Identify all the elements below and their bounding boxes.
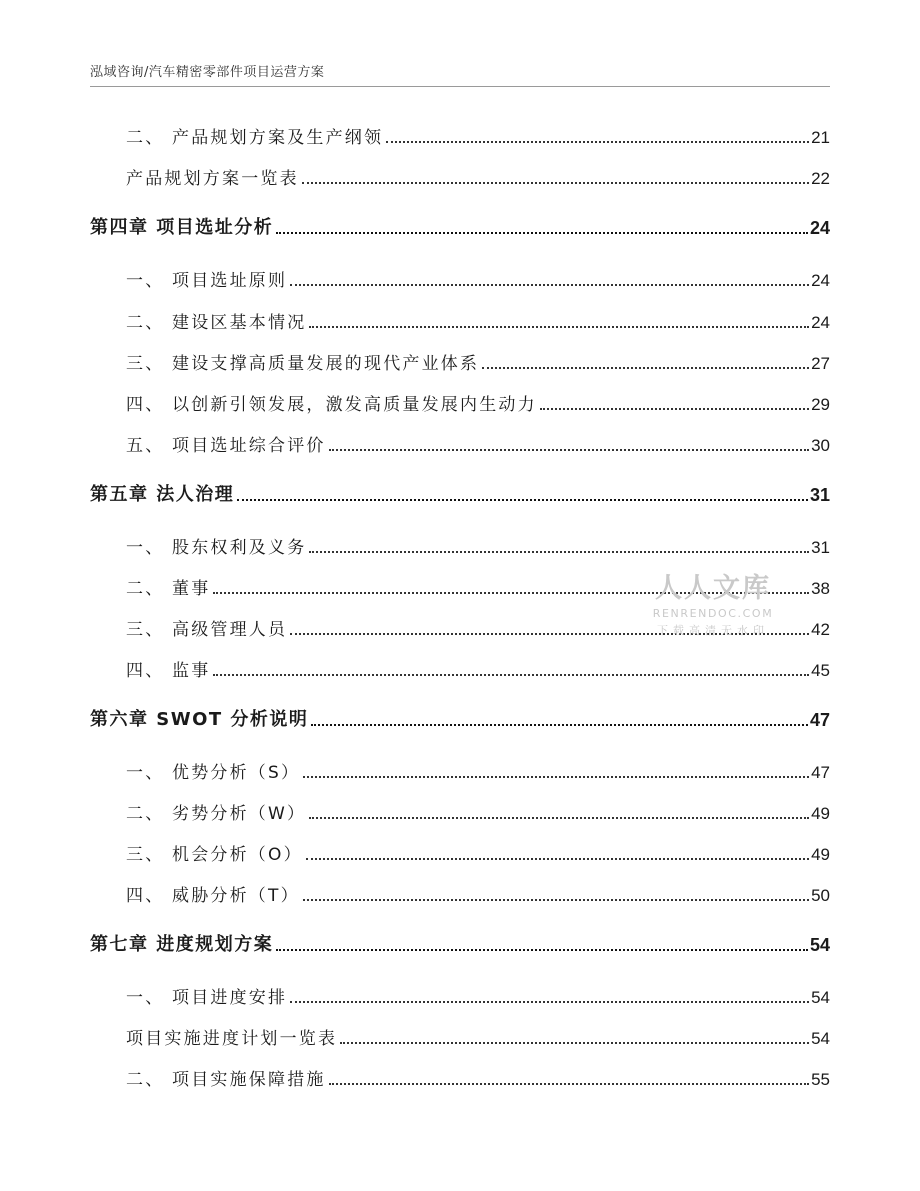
toc-entry-label: 四、 威胁分析（T） bbox=[126, 886, 300, 906]
toc-leader-dots bbox=[290, 1001, 809, 1003]
toc-entry-page: 30 bbox=[811, 436, 830, 455]
toc-leader-dots bbox=[276, 232, 808, 234]
toc-entry[interactable] bbox=[90, 880, 830, 906]
watermark-title: 人人文库 bbox=[655, 573, 771, 604]
toc-chapter-page: 47 bbox=[809, 710, 830, 730]
watermark-logo bbox=[648, 566, 778, 638]
toc-chapter-label: 第五章 法人治理 bbox=[90, 484, 235, 505]
watermark-tagline: 下载高清无水印 bbox=[657, 624, 769, 637]
toc-leader-dots bbox=[213, 674, 809, 676]
toc-entry-page: 54 bbox=[811, 988, 830, 1007]
toc-entry[interactable] bbox=[90, 122, 830, 148]
toc-leader-dots bbox=[303, 899, 809, 901]
toc-entry-page: 49 bbox=[811, 845, 830, 864]
toc-chapter-label: 第六章 SWOT 分析说明 bbox=[90, 709, 309, 730]
toc-entry-page: 27 bbox=[811, 354, 830, 373]
toc-leader-dots bbox=[329, 449, 809, 451]
toc-entry[interactable] bbox=[90, 655, 830, 681]
toc-chapter-entry[interactable] bbox=[90, 705, 830, 731]
toc-entry-label: 三、 建设支撑高质量发展的现代产业体系 bbox=[126, 354, 480, 374]
toc-entry[interactable] bbox=[90, 389, 830, 415]
toc-entry-page: 21 bbox=[811, 128, 830, 147]
toc-entry-label: 项目实施进度计划一览表 bbox=[126, 1029, 338, 1049]
toc-chapter-entry[interactable] bbox=[90, 213, 830, 239]
toc-entry-label: 二、 董事 bbox=[126, 579, 211, 599]
toc-entry-label: 三、 高级管理人员 bbox=[126, 620, 288, 640]
toc-leader-dots bbox=[309, 326, 809, 328]
toc-entry-page: 54 bbox=[811, 1029, 830, 1048]
toc-entry-page: 38 bbox=[811, 579, 830, 598]
toc-leader-dots bbox=[309, 551, 809, 553]
toc-entry[interactable] bbox=[90, 982, 830, 1008]
toc-entry-label: 二、 劣势分析（W） bbox=[126, 804, 307, 824]
toc-entry[interactable] bbox=[90, 532, 830, 558]
toc-entry-page: 24 bbox=[811, 313, 830, 332]
toc-leader-dots bbox=[386, 141, 809, 143]
toc-entry-label: 四、 以创新引领发展，激发高质量发展内生动力 bbox=[126, 395, 537, 415]
toc-entry-page: 31 bbox=[811, 538, 830, 557]
toc-entry[interactable] bbox=[90, 163, 830, 189]
toc-entry-label: 二、 项目实施保障措施 bbox=[126, 1070, 326, 1090]
toc-entry[interactable] bbox=[90, 1064, 830, 1090]
toc-leader-dots bbox=[302, 182, 809, 184]
toc-leader-dots bbox=[311, 724, 808, 726]
toc-entry[interactable] bbox=[90, 839, 830, 865]
toc-entry-page: 45 bbox=[811, 661, 830, 680]
toc-chapter-label: 第四章 项目选址分析 bbox=[90, 217, 274, 238]
toc-entry-label: 一、 优势分析（S） bbox=[126, 763, 301, 783]
toc-entry-label: 产品规划方案一览表 bbox=[126, 169, 299, 189]
toc-chapter-page: 31 bbox=[809, 485, 830, 505]
toc-chapter-label: 第七章 进度规划方案 bbox=[90, 934, 274, 955]
toc-entry-page: 22 bbox=[811, 169, 830, 188]
toc-entry-page: 42 bbox=[811, 620, 830, 639]
toc-entry-page: 47 bbox=[811, 763, 830, 782]
toc-entry[interactable] bbox=[90, 798, 830, 824]
toc-entry-page: 55 bbox=[811, 1070, 830, 1089]
toc-entry-label: 三、 机会分析（O） bbox=[126, 845, 303, 865]
toc-chapter-page: 54 bbox=[809, 935, 830, 955]
toc-entry[interactable] bbox=[90, 307, 830, 333]
page-header: 泓域咨询/汽车精密零部件项目运营方案 bbox=[90, 65, 325, 80]
toc-entry-label: 一、 项目选址原则 bbox=[126, 271, 288, 291]
toc-entry[interactable] bbox=[90, 1023, 830, 1049]
toc-chapter-page: 24 bbox=[809, 218, 830, 238]
toc-entry-label: 四、 监事 bbox=[126, 661, 211, 681]
toc-entry[interactable] bbox=[90, 265, 830, 291]
toc-entry-page: 49 bbox=[811, 804, 830, 823]
toc-entry-label: 五、 项目选址综合评价 bbox=[126, 436, 326, 456]
toc-leader-dots bbox=[329, 1083, 809, 1085]
toc-entry-label: 一、 项目进度安排 bbox=[126, 988, 288, 1008]
toc-leader-dots bbox=[290, 284, 809, 286]
toc-leader-dots bbox=[303, 776, 809, 778]
toc-chapter-entry[interactable] bbox=[90, 930, 830, 956]
toc-leader-dots bbox=[340, 1042, 809, 1044]
toc-chapter-entry[interactable] bbox=[90, 480, 830, 506]
toc-leader-dots bbox=[309, 817, 809, 819]
toc-leader-dots bbox=[237, 499, 808, 501]
toc-entry-label: 二、 建设区基本情况 bbox=[126, 313, 307, 333]
toc-leader-dots bbox=[276, 949, 808, 951]
toc-leader-dots bbox=[540, 408, 809, 410]
toc-entry-page: 50 bbox=[811, 886, 830, 905]
toc-entry-page: 29 bbox=[811, 395, 830, 414]
watermark-url: RENRENDOC.COM bbox=[652, 607, 774, 620]
toc-entry-page: 24 bbox=[811, 271, 830, 290]
toc-entry-label: 二、 产品规划方案及生产纲领 bbox=[126, 128, 384, 148]
toc-leader-dots bbox=[482, 367, 809, 369]
toc-entry[interactable] bbox=[90, 757, 830, 783]
toc-leader-dots bbox=[306, 858, 809, 860]
toc-entry[interactable] bbox=[90, 348, 830, 374]
toc-entry[interactable] bbox=[90, 430, 830, 456]
toc-entry-label: 一、 股东权利及义务 bbox=[126, 538, 307, 558]
